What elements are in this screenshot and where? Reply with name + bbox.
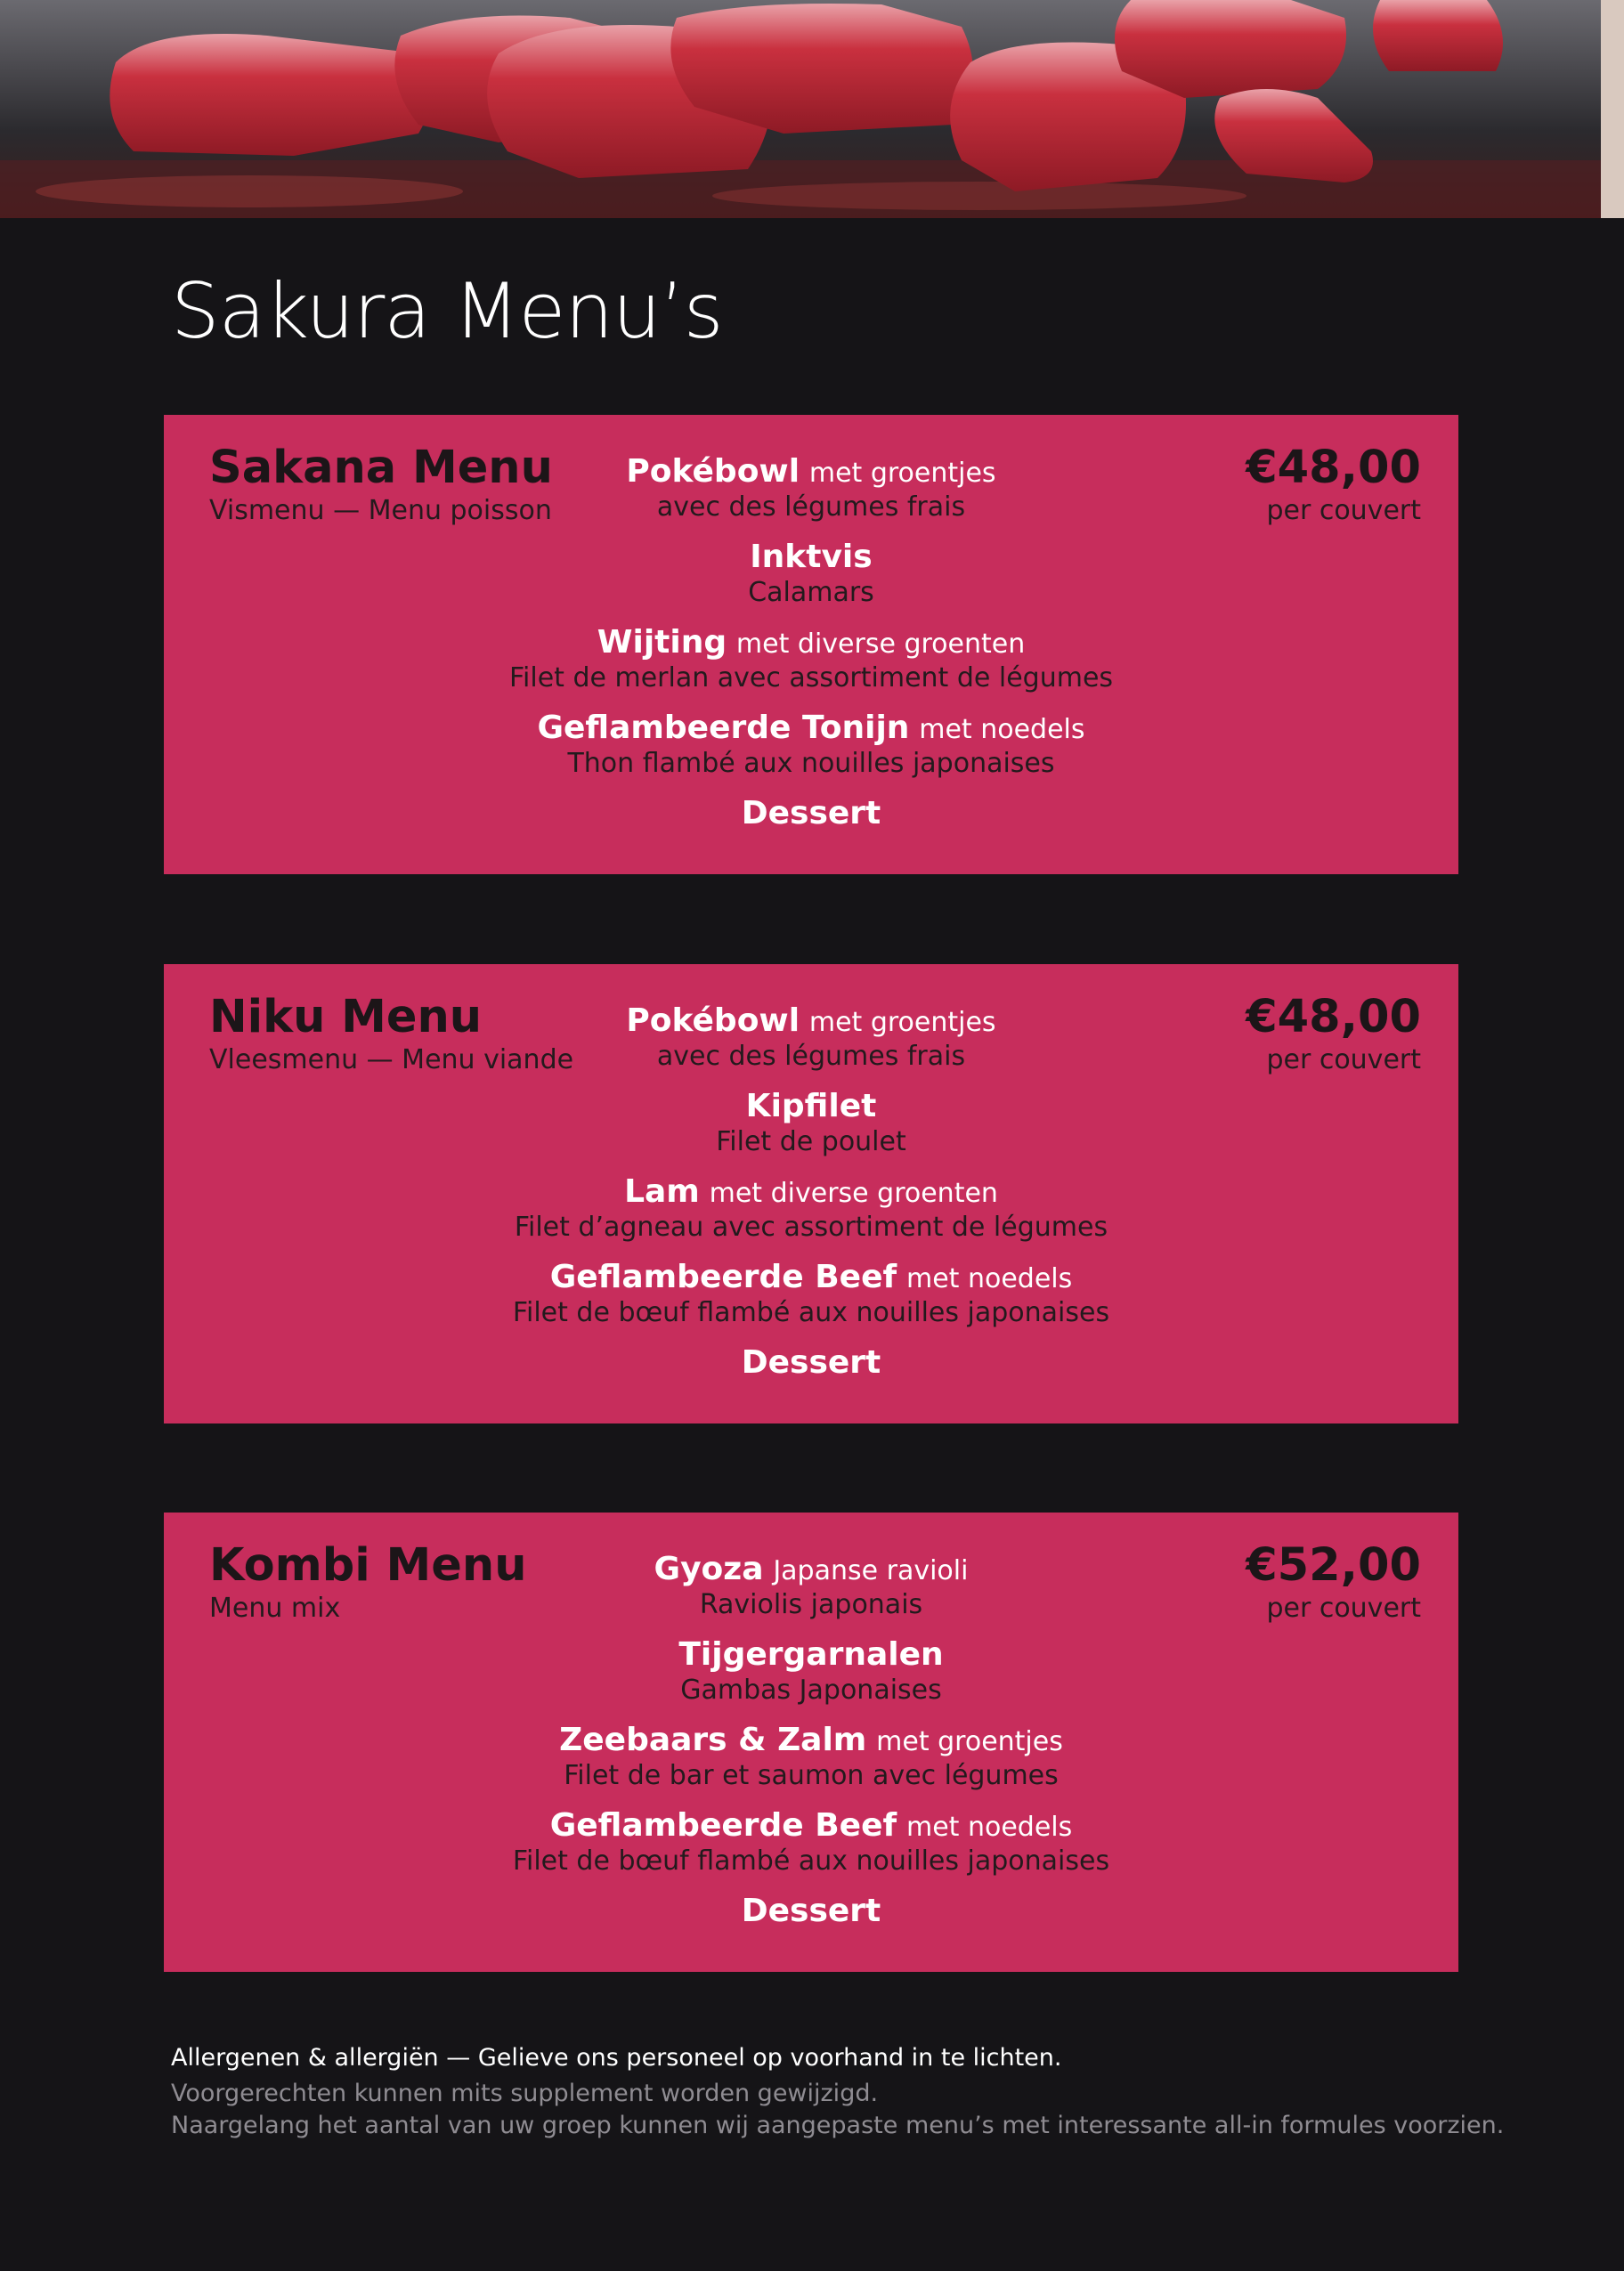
dish-note: met diverse groenten: [735, 629, 1026, 660]
course-item: [164, 625, 1458, 710]
dish-name: Kipfilet: [745, 1088, 877, 1124]
course-item: [164, 1174, 1458, 1260]
course-list: [164, 1003, 1458, 1431]
dish-name: Inktvis: [750, 539, 873, 575]
dish-translation: Filet d’agneau avec assortiment de légumes: [514, 1212, 1108, 1243]
menu-price: €48,00: [1246, 442, 1421, 494]
dish-translation: Raviolis japonais: [699, 1589, 923, 1620]
dish-note: met noedels: [906, 1263, 1073, 1294]
menu-subtitle: Menu mix: [209, 1593, 341, 1624]
dish-name: Gyoza: [654, 1551, 764, 1587]
dish-translation: Thon flambé aux nouilles japonaises: [567, 748, 1055, 779]
course-item: [164, 1345, 1458, 1431]
course-item: [164, 710, 1458, 796]
page-title: Sakura Menu’s: [171, 267, 723, 356]
menu-name: Sakana Menu: [209, 442, 553, 494]
dish-name: Geflambeerde Tonijn: [537, 710, 910, 746]
dish-name: Tijgergarnalen: [678, 1636, 944, 1673]
dish-note: met groentjes: [876, 1726, 1063, 1757]
course-item: [164, 1723, 1458, 1808]
group-menu-note: Naargelang het aantal van uw groep kunnen wij aangepaste menu’s met interessante all-in formules voorzien.: [171, 2112, 1505, 2139]
menu-price-unit: per couvert: [1266, 1593, 1421, 1624]
course-list: [164, 1552, 1458, 1979]
dish-name: Dessert: [741, 1344, 881, 1381]
dish-translation: Filet de bœuf flambé aux nouilles japonaises: [512, 1845, 1110, 1877]
course-item: [164, 1552, 1458, 1637]
allergen-note: Allergenen & allergiën — Gelieve ons personeel op voorhand in te lichten.: [171, 2044, 1062, 2072]
dish-name: Geflambeerde Beef: [549, 1259, 897, 1295]
steak-teppanyaki-photo: [0, 0, 1624, 218]
dish-translation: Gambas Japonaises: [680, 1675, 942, 1706]
menu-price-unit: per couvert: [1266, 495, 1421, 526]
dish-name: Dessert: [741, 1893, 881, 1929]
course-item: [164, 1808, 1458, 1894]
dish-name: Zeebaars & Zalm: [559, 1722, 867, 1758]
dish-note: met noedels: [919, 714, 1085, 745]
menu-subtitle: Vismenu — Menu poisson: [209, 495, 552, 526]
course-list: [164, 454, 1458, 881]
course-item: [164, 796, 1458, 881]
course-item: [164, 1894, 1458, 1979]
course-item: [164, 1260, 1458, 1345]
dish-name: Pokébowl: [626, 453, 800, 490]
footer-notes: [171, 2039, 1504, 2142]
dish-note: met noedels: [906, 1812, 1073, 1843]
dish-note: met diverse groenten: [709, 1178, 998, 1209]
dish-name: Wijting: [597, 624, 727, 661]
hero-image: [0, 0, 1624, 218]
dish-note: Japanse ravioli: [773, 1555, 969, 1586]
dish-translation: avec des légumes frais: [656, 1041, 966, 1072]
course-item: [164, 1637, 1458, 1723]
dish-name: Pokébowl: [626, 1002, 800, 1039]
dish-name: Geflambeerde Beef: [549, 1807, 897, 1844]
dish-translation: Filet de merlan avec assortiment de légumes: [508, 662, 1114, 693]
menu-name: Kombi Menu: [209, 1539, 527, 1592]
dish-note: met groentjes: [808, 458, 996, 489]
course-item: [164, 1003, 1458, 1089]
dish-translation: Filet de bœuf flambé aux nouilles japonaises: [512, 1297, 1110, 1328]
dish-translation: avec des légumes frais: [656, 491, 966, 523]
dish-name: Dessert: [741, 795, 881, 831]
dish-translation: Filet de bar et saumon avec légumes: [564, 1760, 1059, 1791]
dish-name: Lam: [624, 1173, 700, 1210]
menu-price-unit: per couvert: [1266, 1044, 1421, 1075]
menu-card-sakana: [164, 415, 1458, 874]
supplement-note: Voorgerechten kunnen mits supplement worden gewijzigd.: [171, 2080, 879, 2107]
menu-subtitle: Vleesmenu — Menu viande: [209, 1044, 574, 1075]
menu-card-niku: [164, 964, 1458, 1423]
dish-note: met groentjes: [808, 1007, 996, 1038]
course-item: [164, 454, 1458, 539]
menu-card-kombi: [164, 1513, 1458, 1972]
menu-price: €52,00: [1246, 1539, 1421, 1592]
dish-translation: Calamars: [748, 577, 874, 608]
menu-price: €48,00: [1246, 991, 1421, 1043]
menu-name: Niku Menu: [209, 991, 483, 1043]
course-item: [164, 539, 1458, 625]
dish-translation: Filet de poulet: [716, 1126, 906, 1157]
course-item: [164, 1089, 1458, 1174]
